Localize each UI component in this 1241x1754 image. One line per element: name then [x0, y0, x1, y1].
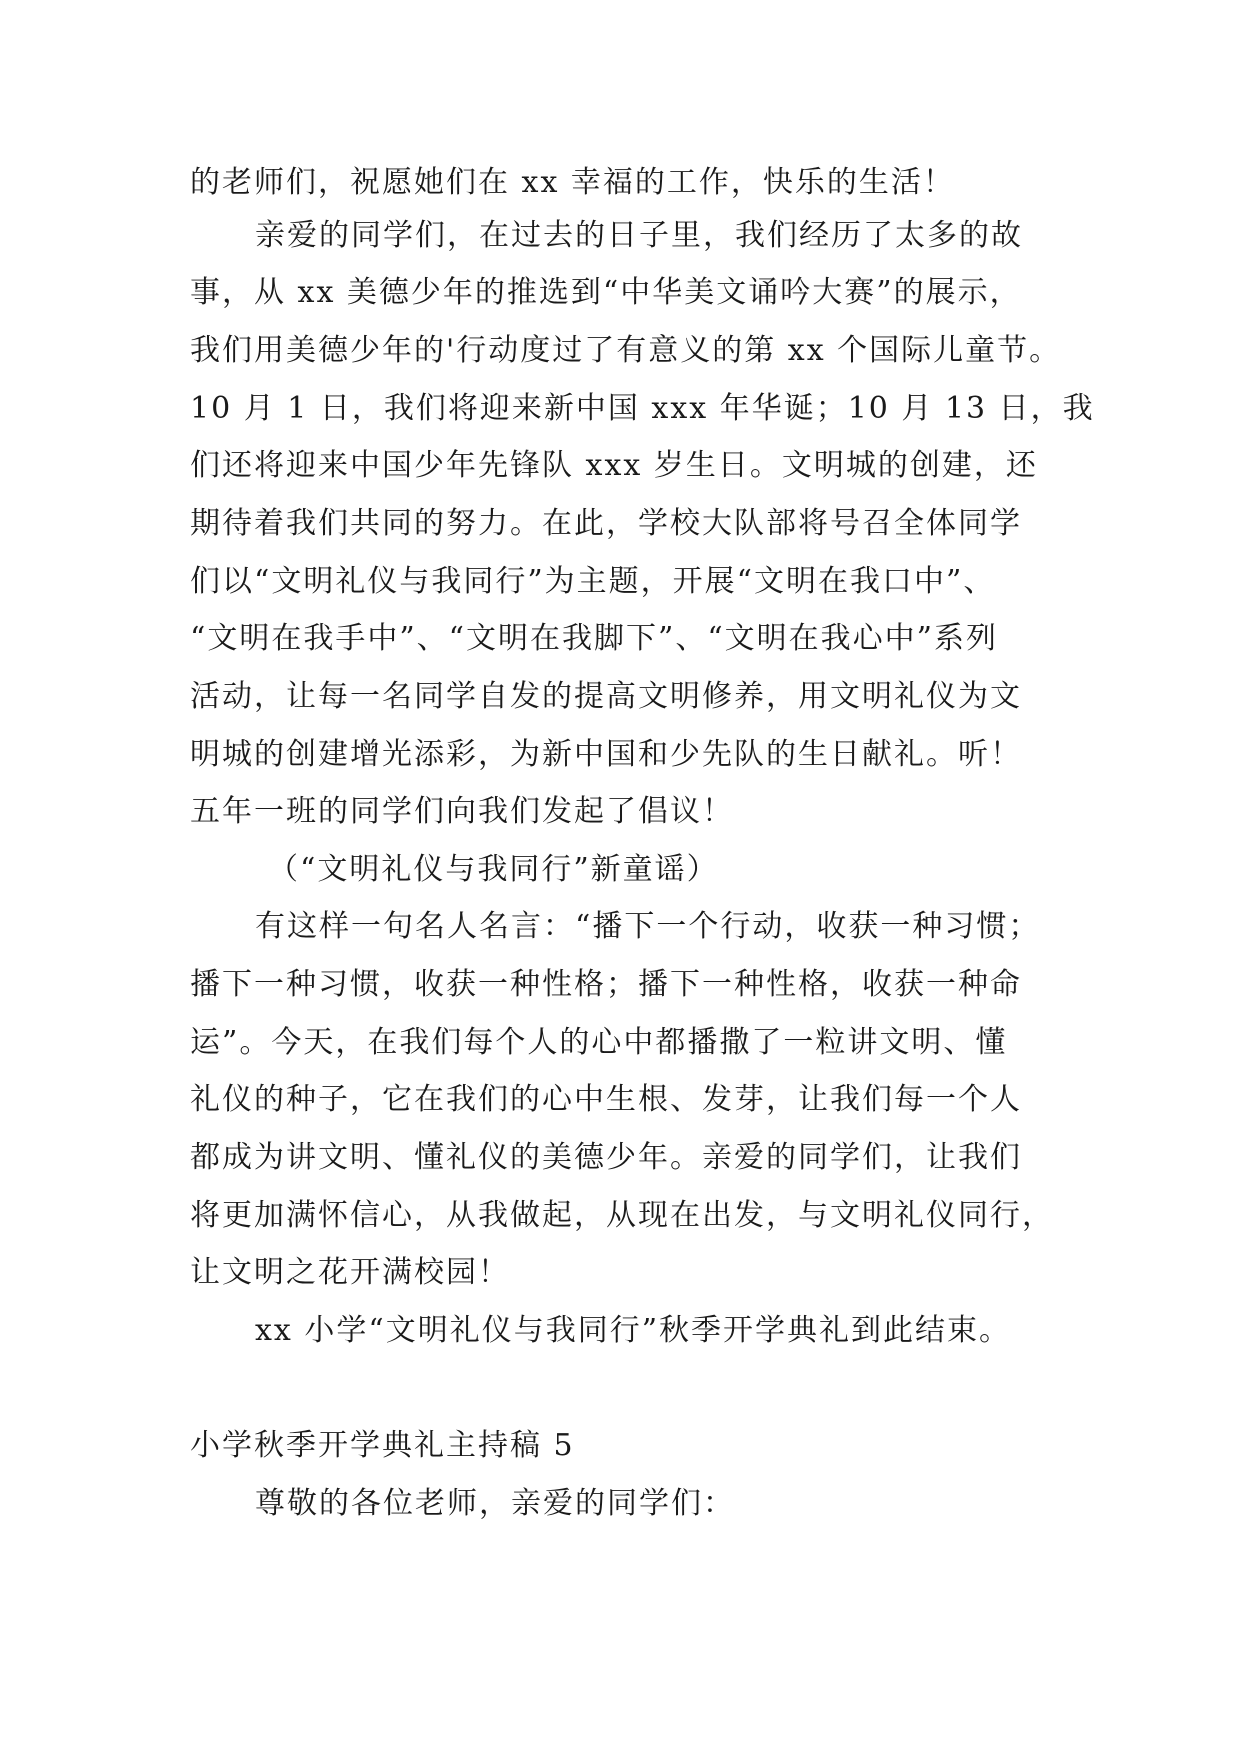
paragraph-line: 将更加满怀信心，从我做起，从现在出发，与文明礼仪同行，	[190, 1198, 1054, 1233]
paragraph-line: 运”。今天，在我们每个人的心中都播撒了一粒讲文明、懂	[190, 1025, 1008, 1060]
section-title: 小学秋季开学典礼主持稿 5	[190, 1428, 575, 1463]
paragraph-line: 10 月 1 日，我们将迎来新中国 xxx 年华诞；10 月 13 日，我	[190, 391, 1095, 426]
paragraph-line: 的老师们，祝愿她们在 xx 幸福的工作，快乐的生活！	[190, 165, 955, 200]
paragraph-line: 明城的创建增光添彩，为新中国和少先队的生日献礼。听！	[190, 737, 1022, 772]
paragraph-line: 们以“文明礼仪与我同行”为主题，开展“文明在我口中”、	[190, 564, 996, 599]
paragraph-line: （“文明礼仪与我同行”新童谣）	[268, 852, 719, 887]
paragraph-line: 让文明之花开满校园！	[190, 1255, 510, 1290]
paragraph-line: 礼仪的种子，它在我们的心中生根、发芽，让我们每一个人	[190, 1082, 1022, 1117]
paragraph-line: 事，从 xx 美德少年的推选到“中华美文诵吟大赛”的展示，	[190, 275, 1022, 310]
paragraph-line: 们还将迎来中国少年先锋队 xxx 岁生日。文明城的创建，还	[190, 448, 1038, 483]
paragraph-line: 活动，让每一名同学自发的提高文明修养，用文明礼仪为文	[190, 679, 1022, 714]
paragraph-line: 有这样一句名人名言：“播下一个行动，收获一种习惯；	[255, 909, 1041, 944]
paragraph-line: 播下一种习惯，收获一种性格；播下一种性格，收获一种命	[190, 967, 1022, 1002]
paragraph-line: 期待着我们共同的努力。在此，学校大队部将号召全体同学	[190, 506, 1022, 541]
paragraph-line: 五年一班的同学们向我们发起了倡议！	[190, 794, 734, 829]
paragraph-line: 都成为讲文明、懂礼仪的美德少年。亲爱的同学们，让我们	[190, 1140, 1022, 1175]
paragraph-line: “文明在我手中”、“文明在我脚下”、“文明在我心中”系列	[190, 621, 999, 656]
paragraph-line: 亲爱的同学们，在过去的日子里，我们经历了太多的故	[255, 218, 1023, 253]
greeting-line: 尊敬的各位老师，亲爱的同学们：	[255, 1486, 735, 1521]
paragraph-line: xx 小学“文明礼仪与我同行”秋季开学典礼到此结束。	[255, 1313, 1012, 1348]
paragraph-line: 我们用美德少年的'行动度过了有意义的第 xx 个国际儿童节。	[190, 333, 1062, 368]
